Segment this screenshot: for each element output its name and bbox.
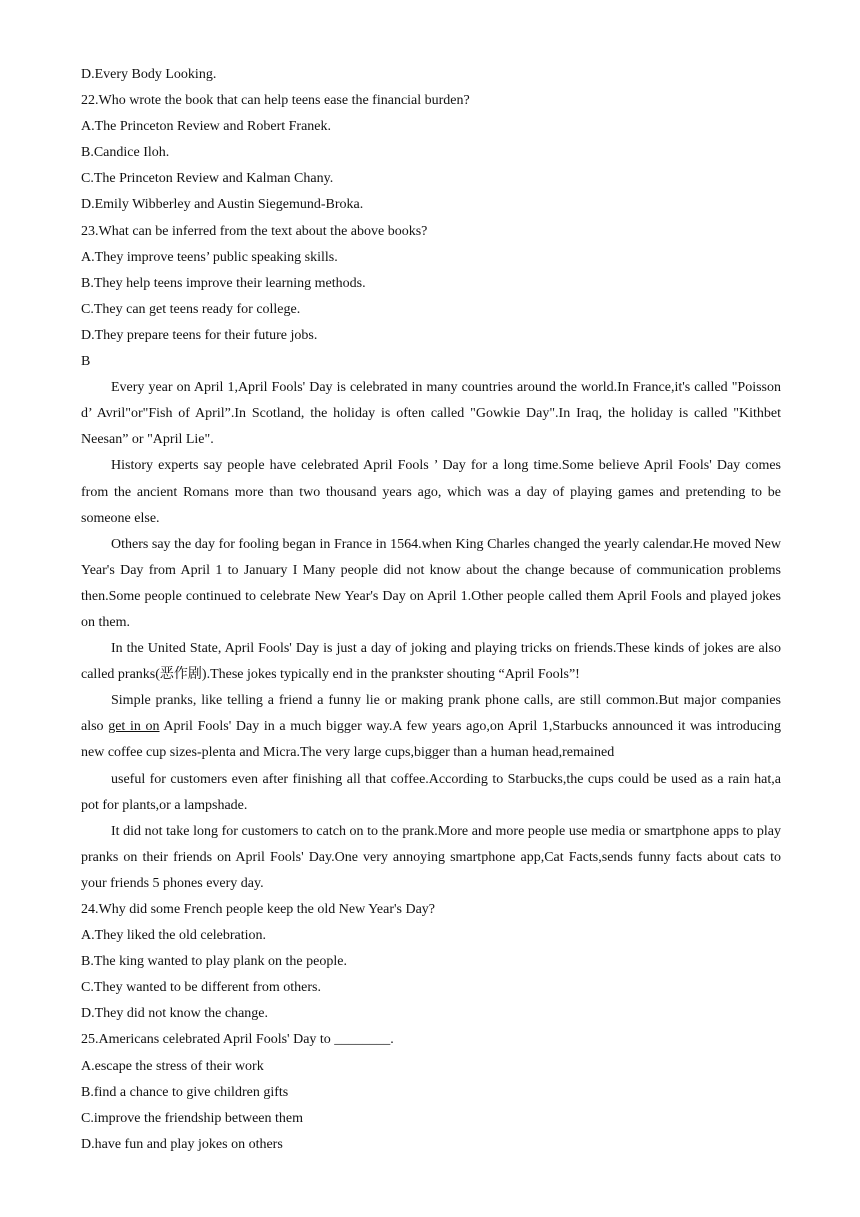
section-label: B [81,354,91,370]
q24-option-d: D.They did not know the change. [81,1006,269,1022]
passage-paragraph-5-end: April Fools' Day in a much bigger way.A few years ago,on April 1,Starbucks announced it was introducing new coffee cup sizes-plenta and Micra.The very large cups,bigger than a human head,remained [81,719,781,761]
passage-paragraph-5 [81,688,781,766]
passage-paragraph-3: Others say the day for fooling began in France in 1564.when King Charles changed the yearly calendar.He moved New Year's Day from April 1 to January I Many people did not know about the change because of communication problems then.Some people continued to celebrate New Year's Day on April 1.Other people called them April Fools and played jokes on them. [81,536,781,630]
q22-question: 22.Who wrote the book that can help teens ease the financial burden? [81,93,470,109]
passage-paragraph-7: It did not take long for customers to catch on to the prank.More and more people use media or smartphone apps to play pranks on their friends on April Fools' Day.One very annoying smartphone app,Cat Facts,sends funny facts about cats to your friends 5 phones every day. [81,823,781,891]
passage-paragraph-2: History experts say people have celebrated April Fools ’ Day for a long time.Some believe April Fools' Day comes from the ancient Romans more than two thousand years ago, which was a day of playing games and pretending to be someone else. [81,458,781,526]
passage-paragraph-5-start: Simple pranks, like telling a friend a funny lie or making prank phone calls, are still common.But major companies also [81,693,781,735]
q25-option-c: C.improve the friendship between them [81,1110,303,1126]
q22-option-c: C.The Princeton Review and Kalman Chany. [81,171,334,187]
passage-paragraph-1: Every year on April 1,April Fools' Day is celebrated in many countries around the world.In France,it's called "Poisson d’ Avril"or"Fish of April”.In Scotland, the holiday is often called "Gowkie Day".In Iraq, the holiday is called "Kithbet Neesan” or "April Lie". [81,380,781,448]
q23-option-c: C.They can get teens ready for college. [81,301,301,317]
q22-option-b: B.Candice Iloh. [81,145,170,161]
q24-option-a: A.They liked the old celebration. [81,928,267,944]
q23-option-a: A.They improve teens’ public speaking skills. [81,249,338,265]
q24-question: 24.Why did some French people keep the old New Year's Day? [81,902,435,917]
q24-option-c: C.They wanted to be different from others. [81,980,322,996]
q22-option-d: D.Emily Wibberley and Austin Siegemund-Broka. [81,197,364,213]
passage-paragraph-6: useful for customers even after finishing all that coffee.According to Starbucks,the cups could be used as a rain hat,a pot for plants,or a lampshade. [81,771,781,813]
q25-question: 25.Americans celebrated April Fools' Day to ________. [81,1032,394,1048]
q25-option-a: A.escape the stress of their work [81,1058,264,1074]
q23-option-b: B.They help teens improve their learning methods. [81,275,366,291]
q23-question: 23.What can be inferred from the text about the above books? [81,223,428,239]
underlined-phrase: get in on [108,719,160,735]
q21-option-d: D.Every Body Looking. [81,67,217,82]
passage-paragraph-4: In the United State, April Fools' Day is just a day of joking and playing tricks on friends.These kinds of jokes are also called pranks(恶作剧).These jokes typically end in the prankster shouting “April Fools”! [81,641,781,683]
q22-option-a: A.The Princeton Review and Robert Franek. [81,119,331,135]
q23-option-d: D.They prepare teens for their future jobs. [81,327,318,343]
q24-option-b: B.The king wanted to play plank on the people. [81,954,347,970]
document-page [81,62,781,1158]
q25-option-b: B.find a chance to give children gifts [81,1084,289,1100]
q25-option-d: D.have fun and play jokes on others [81,1136,283,1152]
